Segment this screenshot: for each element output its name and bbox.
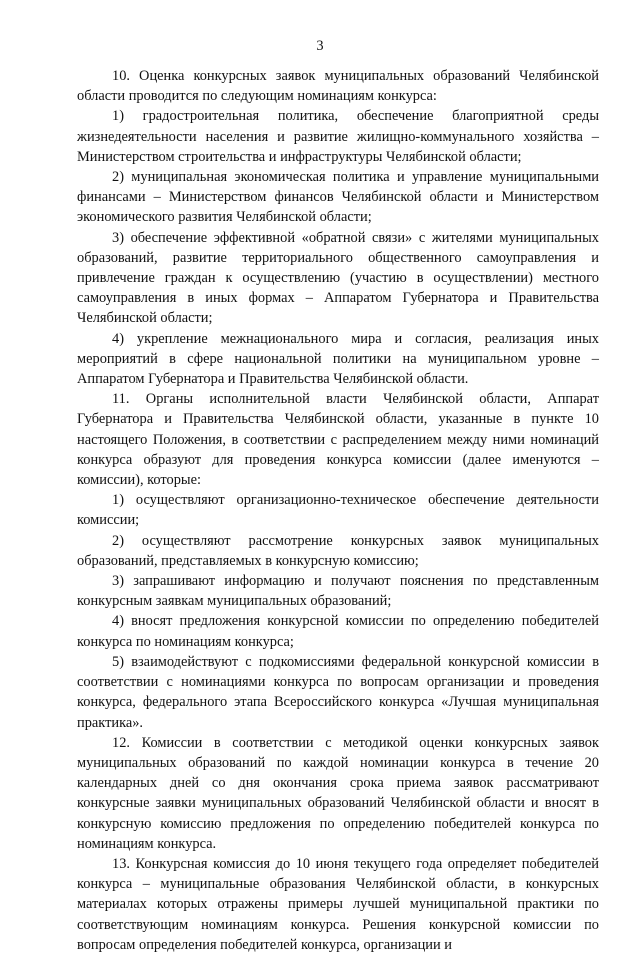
paragraph-11-item-1: 1) осуществляют организационно-техническое обеспечение деятельности комиссии; [77, 492, 599, 529]
document-body [77, 66, 599, 955]
paragraph-11-item-4: 4) вносят предложения конкурсной комиссии по определению победителей конкурса по номинациям конкурса; [77, 613, 599, 650]
paragraph-11-item-2: 2) осуществляют рассмотрение конкурсных заявок муниципальных образований, представляемых в конкурсную комиссию; [77, 532, 599, 569]
paragraph-10-item-1: 1) градостроительная политика, обеспечение благоприятной среды жизнедеятельности населения и развитие жилищно-коммунального хозяйства – Министерством строительства и инфраструктуры Челябинской области; [77, 108, 599, 165]
paragraph-11: 11. Органы исполнительной власти Челябинской области, Аппарат Губернатора и Правительства Челябинской области, указанные в пункте 10 настоящего Положения, в соответствии с распределением между ними номинаций конкурса образуют для проведения конкурса комиссии (далее именуются – комиссии), которые: [77, 391, 599, 489]
paragraph-10-item-2: 2) муниципальная экономическая политика и управление муниципальными финансами – Министерством финансов Челябинской области и Министерством экономического развития Челябинской области; [77, 169, 599, 226]
paragraph-10-item-4: 4) укрепление межнационального мира и согласия, реализация иных мероприятий в сфере национальной политики на муниципальном уровне – Аппаратом Губернатора и Правительства Челябинской области. [77, 330, 599, 388]
paragraph-11-item-5: 5) взаимодействуют с подкомиссиями федеральной конкурсной комиссии в соответствии с номинациями конкурса по вопросам организации и проведения конкурса, федерального этапа Всероссийского конкурса «Лучшая муниципальная практика». [77, 653, 599, 731]
paragraph-10-item-3: 3) обеспечение эффективной «обратной связи» с жителями муниципальных образований, развитие территориального общественного самоуправления и привлечение граждан к осуществлению (участию в осуществлении) местного самоуправления в иных формах – Аппаратом Губернатора и Правительства Челябинской области; [77, 229, 599, 327]
paragraph-10: 10. Оценка конкурсных заявок муниципальных образований Челябинской области проводится по следующим номинациям конкурса: [77, 68, 599, 105]
page-number: 3 [316, 38, 324, 54]
paragraph-12: 12. Комиссии в соответствии с методикой оценки конкурсных заявок муниципальных образований по каждой номинации конкурса в течение 20 календарных дней со дня окончания срока приема заявок рассматривают конкурсные заявки муниципальных образований Челябинской области и вносят в конкурсную комиссию предложения по определению победителей конкурса по номинациям конкурса. [77, 734, 599, 852]
paragraph-11-item-3: 3) запрашивают информацию и получают пояснения по представленным конкурсным заявкам муниципальных образований; [77, 573, 599, 610]
paragraph-13: 13. Конкурсная комиссия до 10 июня текущего года определяет победителей конкурса – муниципальные образования Челябинской области, в конкурсных материалах которых отражены примеры лучшей муниципальной практики по соответствующим номинациям конкурса. Решения конкурсной комиссии по вопросам определения победителей конкурса, организации и [77, 855, 599, 953]
